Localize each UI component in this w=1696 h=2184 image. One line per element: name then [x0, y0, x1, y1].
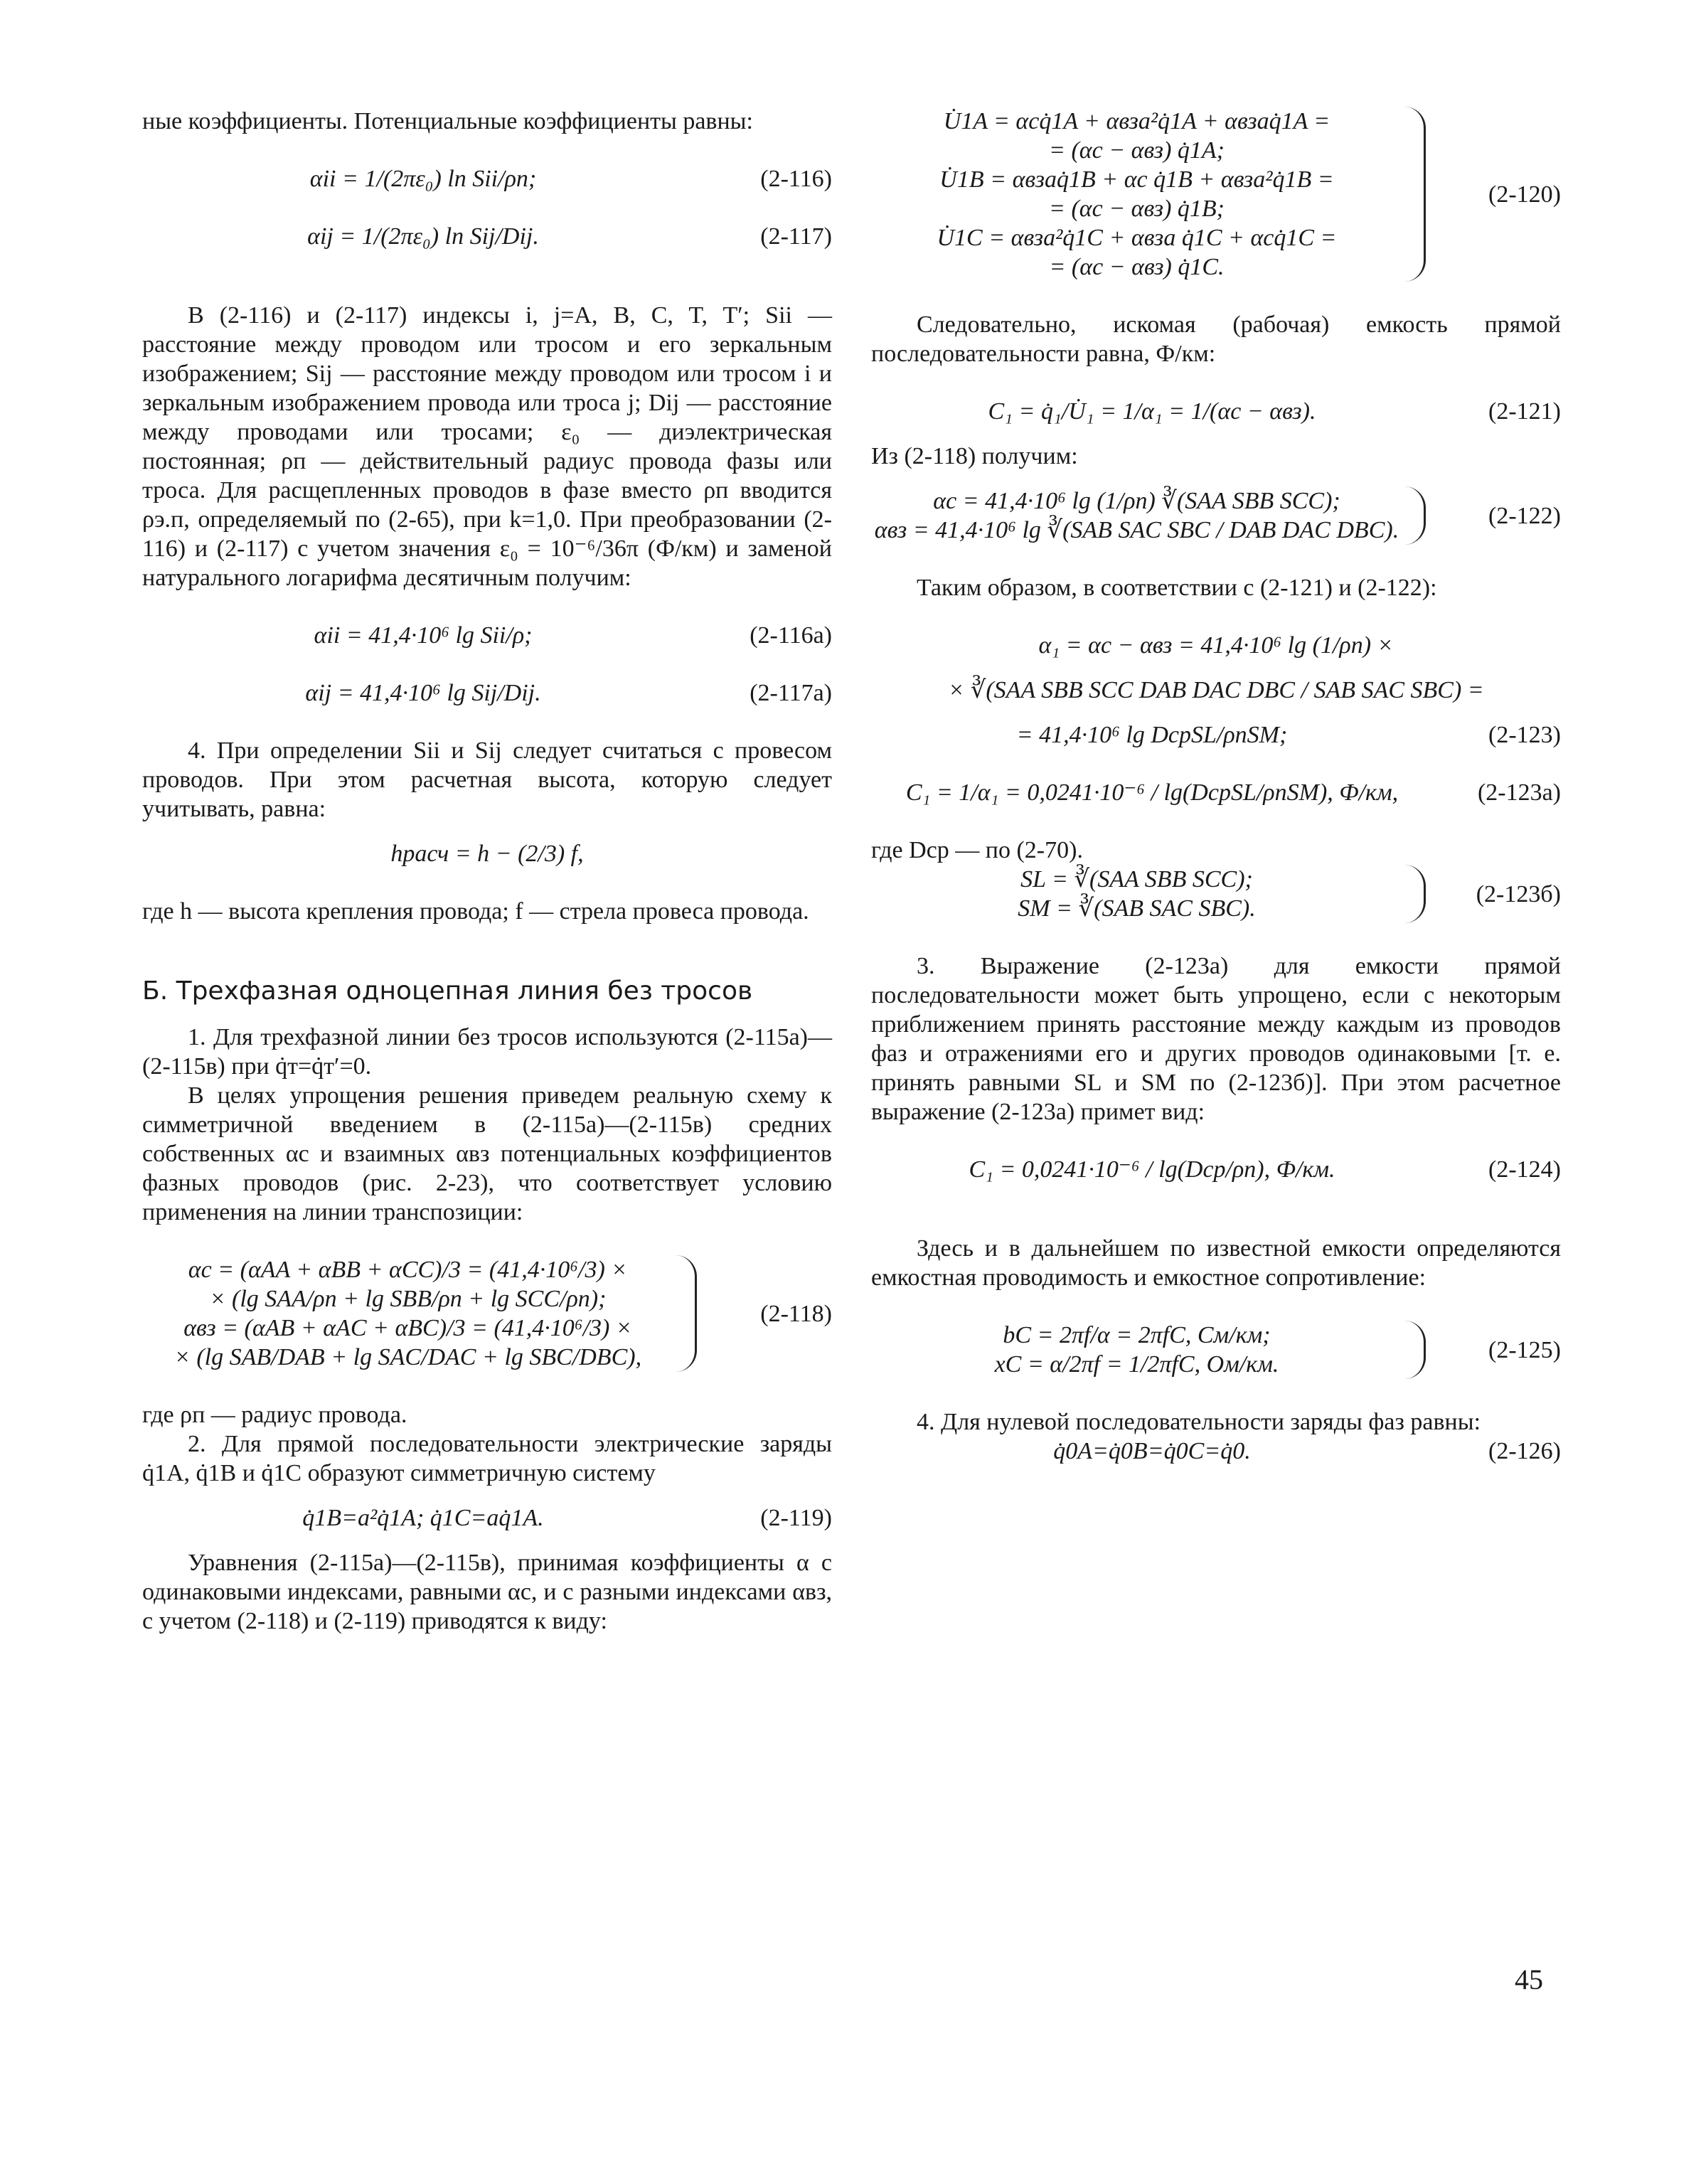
paragraph: 3. Выражение (2-123а) для емкости прямой последовательности может быть упрощено, если с некоторым приближением принять расстояние между каждым из проводов фаз и отражениями его и других проводов одинаковыми [т. е. принять равными SL и SM по (2-123б)]. При этом расчетное выражение (2-123а) примет вид: — [871, 953, 1561, 1125]
equation-line: = (αс − αвз) q̇1C. — [1049, 254, 1225, 280]
equation-expression: = 41,4·10⁶ lg DсрSL/ρпSM; — [1016, 722, 1288, 748]
equation-2-123-line-1 — [871, 631, 1561, 660]
equation-2-117a — [142, 678, 832, 708]
paragraph: В (2-116) и (2-117) индексы i, j=A, B, C, T, T′; Sii — расстояние между проводом или тросом и его зеркальным изображением; Sij — расстояние между проводом или тросом i и зеркальным изображением провода или троса j; Dij — расстояние между проводами или тросами; ε₀ — диэлектрическая постоянная; ρп — действительный радиус провода фазы или троса. Для расщепленных проводов в фазе вместо ρп вводится ρэ.п, определяемый по (2-65), при k=1,0. При преобразовании (2-116) и (2-117) с учетом значения ε₀ = 10⁻⁶/36π (Ф/км) и заменой натурального логарифма десятичным получим: — [142, 302, 832, 591]
paragraph: Уравнения (2-115а)—(2-115в), принимая коэффициенты α с одинаковыми индексами, равными αс, и с разными индексами αвз, с учетом (2-118) и (2-119) приводятся к виду: — [142, 1550, 832, 1634]
equation-expression: C₁ = 1/α₁ = 0,0241·10⁻⁶ / lg(DсрSL/ρпSM), Ф/км, — [905, 779, 1399, 806]
equation-line: U̇1A = αсq̇1A + αвзa²q̇1A + αвзaq̇1A = — [943, 108, 1330, 134]
equation-line: = (αс − αвз) q̇1B; — [1049, 196, 1225, 222]
equation-line: αс = (αAA + αBB + αCC)/3 = (41,4·10⁶/3) × — [188, 1257, 628, 1283]
equation-number: (2-122) — [1488, 502, 1561, 529]
equation-2-124 — [871, 1155, 1561, 1184]
equation-expression: α₁ = αс − αвз = 41,4·10⁶ lg (1/ρп) × — [1038, 632, 1394, 659]
equation-system-2-122 — [871, 486, 1561, 545]
equation-expression: hрасч = h − (2/3) f, — [390, 841, 584, 867]
paragraph: 4. При определении Sii и Sij следует считаться с провесом проводов. При этом расчетная высота, которую следует учитывать, равна: — [142, 737, 832, 822]
equation-2-123-line-2 — [871, 676, 1561, 705]
equation-number: (2-123б) — [1476, 880, 1561, 907]
paragraph: 2. Для прямой последовательности электрические заряды q̇1A, q̇1B и q̇1C образуют симметричную систему — [142, 1431, 832, 1486]
right-brace — [1402, 107, 1426, 282]
equation-number: (2-121) — [1488, 398, 1561, 425]
equation-system-2-125 — [871, 1321, 1561, 1379]
right-brace — [1402, 486, 1426, 545]
paragraph: Здесь и в дальнейшем по известной емкости определяются емкостная проводимость и емкостное сопротивление: — [871, 1235, 1561, 1291]
equation-expression: αij = 1/(2πε₀) ln Sij/Dij. — [307, 223, 539, 250]
equation-expression: C₁ = 0,0241·10⁻⁶ / lg(Dср/ρп), Ф/км. — [969, 1156, 1335, 1183]
paragraph: где h — высота крепления провода; f — стрела провеса провода. — [142, 898, 809, 925]
paragraph: Таким образом, в соответствии с (2-121) и (2-122): — [917, 575, 1437, 601]
equation-expression: C₁ = q̇₁/U̇₁ = 1/α₁ = 1/(αс − αвз). — [988, 398, 1316, 425]
equation-number: (2-123) — [1488, 722, 1561, 748]
equation-2-116 — [142, 164, 832, 193]
equation-system-2-120 — [871, 107, 1561, 282]
equation-number: (2-125) — [1488, 1336, 1561, 1363]
equation-line: αвз = 41,4·10⁶ lg ∛(SAB SAC SBC / DAB DAC DBC). — [874, 517, 1399, 543]
equation-number: (2-123а) — [1477, 779, 1561, 806]
equation-number: (2-117) — [760, 223, 832, 250]
equation-expression: q̇0A=q̇0B=q̇0C=q̇0. — [1053, 1438, 1251, 1464]
equation-expression: q̇1B=a²q̇1A; q̇1C=aq̇1A. — [302, 1505, 544, 1531]
page-number: 45 — [1515, 1964, 1543, 1996]
right-column — [871, 107, 1561, 1466]
equation-line: bC = 2πf/α = 2πfC, См/км; — [1003, 1322, 1271, 1348]
equation-line: U̇1C = αвзa²q̇1C + αвзa q̇1C + αсq̇1C = — [937, 225, 1337, 251]
equation-system-2-118 — [142, 1255, 832, 1372]
paragraph: 1. Для трехфазной линии без тросов используются (2-115а)—(2-115в) при q̇т=q̇т′=0. — [142, 1024, 832, 1080]
equation-number: (2-116) — [760, 166, 832, 192]
equation-number: (2-119) — [760, 1505, 832, 1531]
right-brace — [673, 1255, 697, 1372]
equation-system-2-123b — [871, 865, 1561, 923]
right-brace — [1402, 865, 1426, 923]
equation-2-121 — [871, 397, 1561, 426]
paragraph: Из (2-118) получим: — [871, 443, 1078, 469]
paragraph: В целях упрощения решения приведем реальную схему к симметричной введением в (2-115а)—(2-115в) средних собственных αс и взаимных αвз потенциальных коэффициентов фазных проводов (рис. 2-23), что соответствует условию применения на линии транспозиции: — [142, 1082, 832, 1225]
equation-line: SL = ∛(SAA SBB SCC); — [1020, 866, 1253, 893]
equation-line: × (lg SAA/ρп + lg SBB/ρп + lg SCC/ρп); — [209, 1286, 607, 1312]
equation-line: αс = 41,4·10⁶ lg (1/ρп) ∛(SAA SBB SCC); — [933, 488, 1340, 514]
paragraph: ные коэффициенты. Потенциальные коэффициенты равны: — [142, 108, 753, 134]
paragraph: Следовательно, искомая (рабочая) емкость прямой последовательности равна, Ф/км: — [871, 311, 1561, 367]
paragraph: 4. Для нулевой последовательности заряды фаз равны: — [917, 1409, 1481, 1435]
equation-number: (2-116а) — [750, 622, 832, 649]
equation-number: (2-126) — [1488, 1438, 1561, 1464]
equation-number: (2-117а) — [750, 680, 832, 706]
equation-line: U̇1B = αвзaq̇1B + αс q̇1B + αвзa²q̇1B = — [939, 166, 1334, 193]
equation-2-117 — [142, 222, 832, 251]
equation-expression: × ∛(SAA SBB SCC DAB DAC DBC / SAB SAC SBC) = — [948, 677, 1484, 703]
equation-line: SM = ∛(SAB SAC SBC). — [1018, 895, 1256, 922]
left-column — [142, 107, 832, 1636]
equation-2-126 — [871, 1437, 1561, 1466]
equation-number: (2-124) — [1488, 1156, 1561, 1183]
equation-2-116a — [142, 621, 832, 650]
equation-line: αвз = (αAB + αAC + αBC)/3 = (41,4·10⁶/3) × — [183, 1315, 632, 1341]
equation-line: xC = α/2πf = 1/2πfC, Ом/км. — [994, 1351, 1279, 1378]
equation-number: (2-120) — [1488, 181, 1561, 208]
equation-line: × (lg SAB/DAB + lg SAC/DAC + lg SBC/DBC), — [174, 1344, 642, 1370]
equation-2-123a — [871, 778, 1561, 807]
right-brace — [1402, 1321, 1426, 1379]
equation-line: = (αс − αвз) q̇1A; — [1049, 137, 1225, 164]
equation-2-123-line-3 — [871, 720, 1561, 750]
section-heading: Б. Трехфазная одноцепная линия без тросов — [142, 976, 753, 1006]
paragraph: где ρп — радиус провода. — [142, 1402, 407, 1428]
equation-expression: αij = 41,4·10⁶ lg Sij/Dij. — [305, 680, 541, 706]
equation-expression: αii = 1/(2πε₀) ln Sii/ρп; — [309, 166, 537, 192]
equation-expression: αii = 41,4·10⁶ lg Sii/ρ; — [314, 622, 533, 649]
equation-2-119 — [142, 1503, 832, 1533]
paragraph: где Dср — по (2-70). — [871, 837, 1083, 863]
equation-number: (2-118) — [760, 1300, 832, 1327]
equation-h-rasch — [142, 839, 832, 868]
